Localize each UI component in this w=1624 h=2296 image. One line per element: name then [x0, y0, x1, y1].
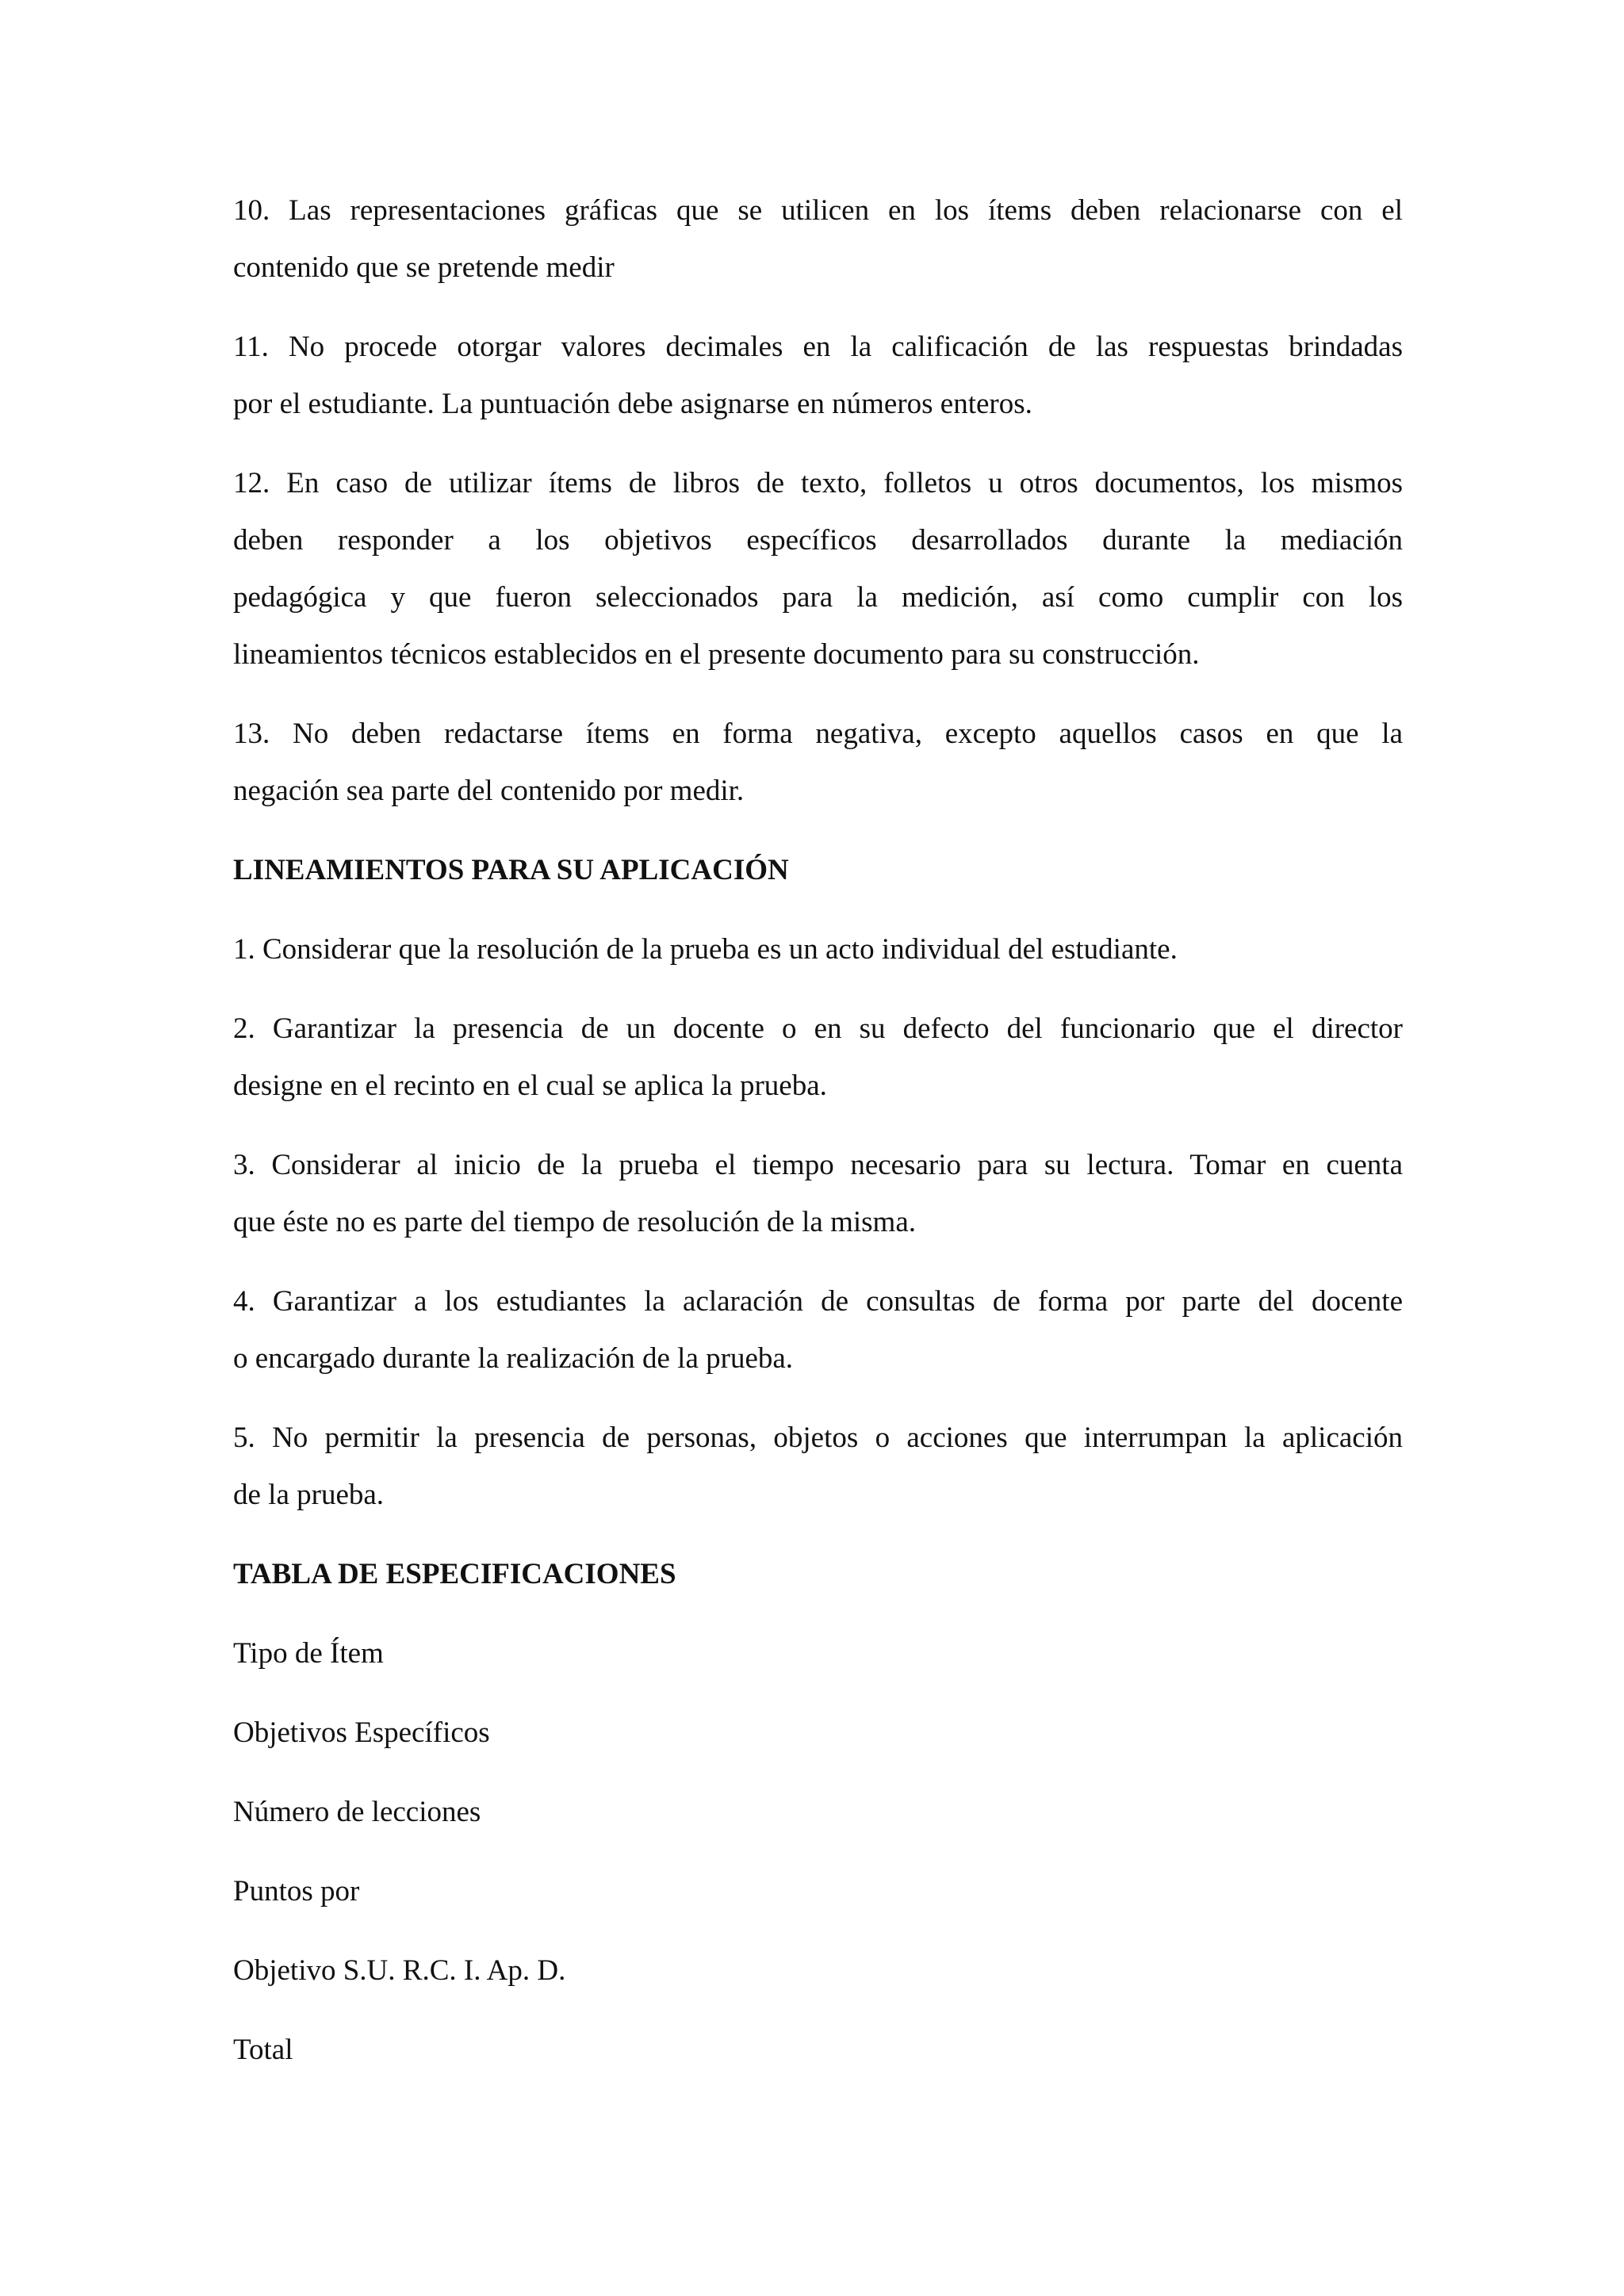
paragraph-line: deben responder a los objetivos específicos desarrollados durante la mediación [233, 524, 1403, 557]
guidelines-application [233, 921, 1403, 1524]
paragraph [233, 706, 1403, 820]
paragraph [233, 182, 1403, 297]
paragraph [233, 1410, 1403, 1524]
heading-specifications-table: TABLA DE ESPECIFICACIONES [233, 1558, 676, 1590]
paragraph [233, 319, 1403, 433]
paragraph [233, 1273, 1403, 1387]
table-label: Total [233, 2034, 293, 2066]
paragraph-line: contenido que se pretende medir [233, 251, 615, 284]
paragraph-line: 5. No permitir la presencia de personas, objetos o acciones que interrumpan la aplicación [233, 1422, 1403, 1454]
table-label: Tipo de Ítem [233, 1637, 384, 1670]
paragraph [233, 921, 1403, 978]
paragraph [233, 455, 1403, 683]
paragraph-line: 12. En caso de utilizar ítems de libros de texto, folletos u otros documentos, los mismos [233, 467, 1403, 499]
paragraph-line: por el estudiante. La puntuación debe asignarse en números enteros. [233, 388, 1032, 420]
paragraph-line: que éste no es parte del tiempo de resolución de la misma. [233, 1206, 917, 1238]
paragraph [233, 1137, 1403, 1251]
paragraph-line: 1. Considerar que la resolución de la prueba es un acto individual del estudiante. [233, 933, 1178, 966]
paragraph-line: 2. Garantizar la presencia de un docente o en su defecto del funcionario que el director [233, 1012, 1403, 1045]
table-label: Número de lecciones [233, 1796, 481, 1828]
paragraph-line: de la prueba. [233, 1479, 385, 1511]
specifications-items [233, 1625, 1403, 2079]
paragraph-line: 11. No procede otorgar valores decimales en la calificación de las respuestas brindadas [233, 331, 1403, 363]
paragraph-line: 3. Considerar al inicio de la prueba el tiempo necesario para su lectura. Tomar en cuenta [233, 1149, 1403, 1181]
paragraph-line: lineamientos técnicos establecidos en el presente documento para su construcción. [233, 638, 1200, 671]
paragraph-line: designe en el recinto en el cual se aplica la prueba. [233, 1070, 827, 1102]
document-page [233, 182, 1403, 2101]
paragraph-line: 4. Garantizar a los estudiantes la aclaración de consultas de forma por parte del docente [233, 1285, 1403, 1318]
table-label: Objetivos Específicos [233, 1716, 490, 1749]
paragraph-line: 10. Las representaciones gráficas que se utilicen en los ítems deben relacionarse con el [233, 194, 1403, 227]
paragraph-line: o encargado durante la realización de la prueba. [233, 1342, 794, 1375]
paragraph [233, 1001, 1403, 1115]
guidelines-construction [233, 182, 1403, 820]
paragraph-line: 13. No deben redactarse ítems en forma negativa, excepto aquellos casos en que la [233, 718, 1403, 750]
heading-application-guidelines: LINEAMIENTOS PARA SU APLICACIÓN [233, 854, 789, 886]
paragraph-line: negación sea parte del contenido por medir. [233, 775, 745, 807]
table-label: Objetivo S.U. R.C. I. Ap. D. [233, 1954, 566, 1987]
table-label: Puntos por [233, 1875, 360, 1908]
paragraph-line: pedagógica y que fueron seleccionados para la medición, así como cumplir con los [233, 581, 1403, 614]
